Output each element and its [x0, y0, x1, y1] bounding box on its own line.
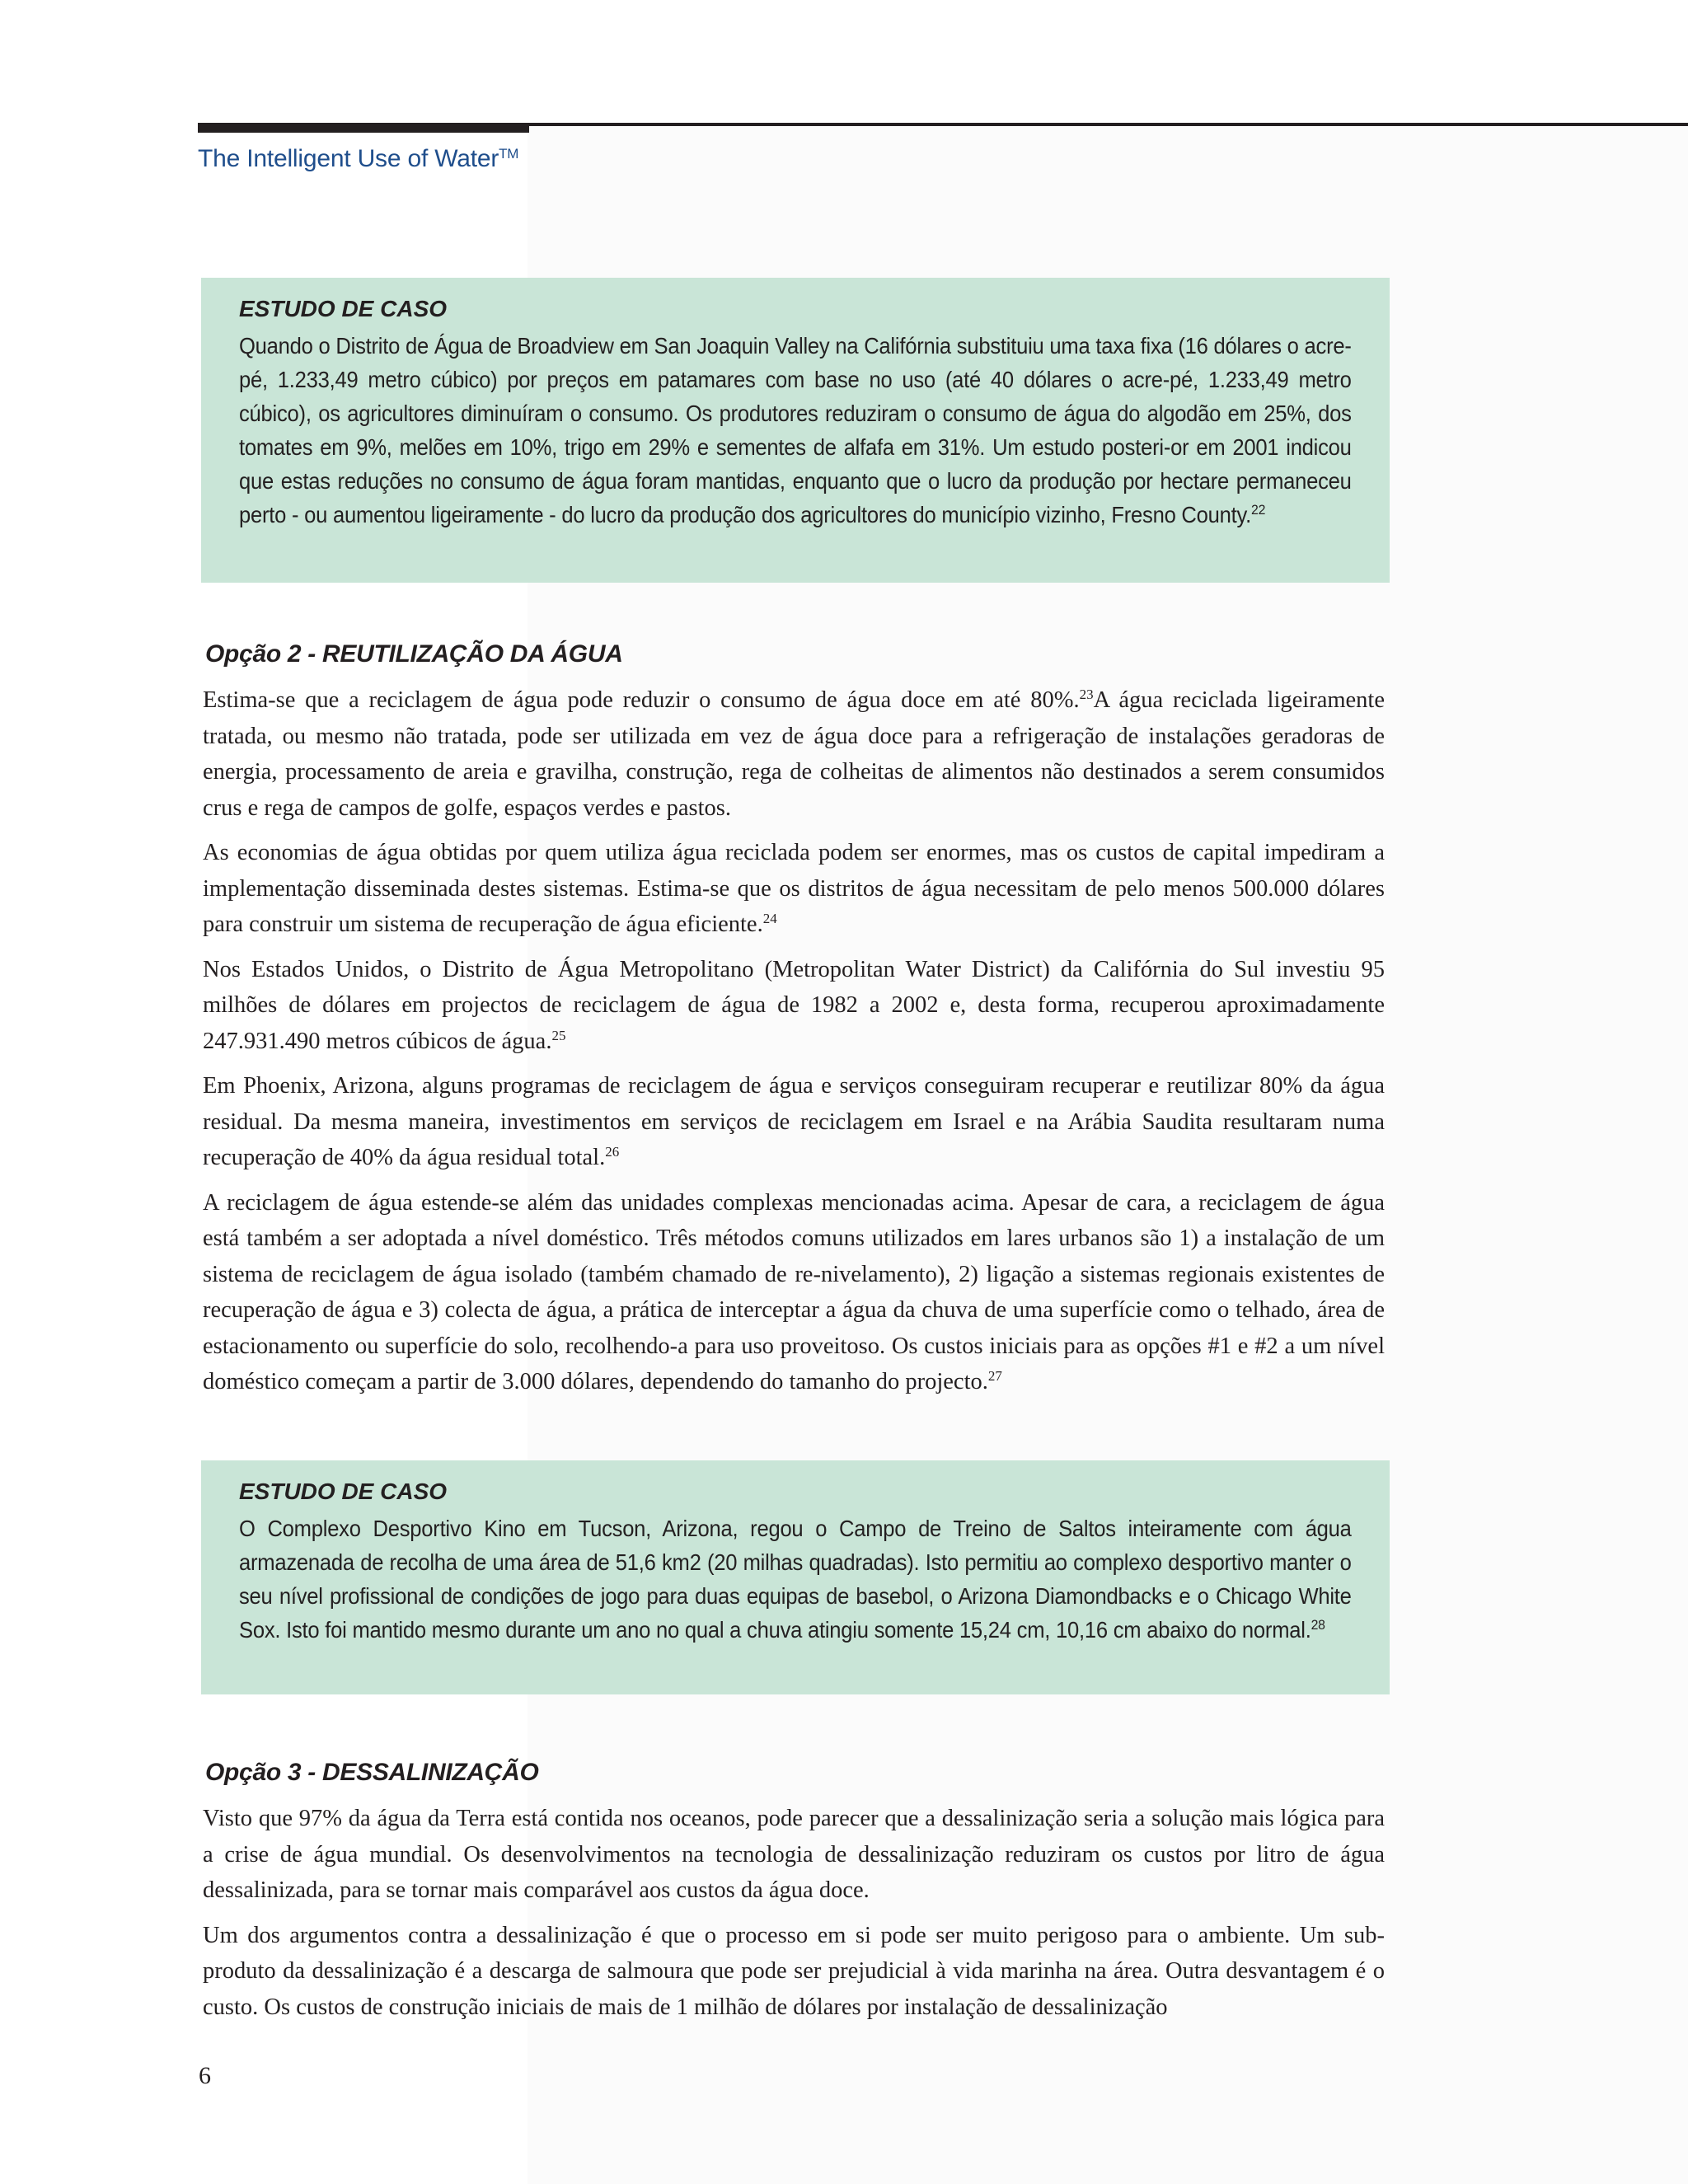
footnote-ref: 26: [605, 1144, 620, 1160]
footnote-ref: 25: [551, 1027, 566, 1043]
paragraph-text: A reciclagem de água estende-se além das unidades complexas mencionadas acima. Apesar de cara, a reciclagem de água está também a ser adoptada a nível doméstico. Três métodos comuns utilizados em lares urbanos são 1) a instalação de um sistema de reciclagem de água isolado (também chamado de re-nivelamento), 2) ligação a sistemas regionais existentes de recuperação de água e 3) colecta de água, a prática de interceptar a água da chuva de uma superfície como o telhado, área de estacionamento ou superfície do solo, recolhendo-a para uso proveitoso. Os custos iniciais para as opções #1 e #2 a um nível doméstico começam a partir de 3.000 dólares, dependendo do tamanho do projecto.: [203, 1189, 1385, 1394]
case-study-title: ESTUDO DE CASO: [239, 1479, 448, 1504]
paragraph: [203, 682, 1385, 826]
case-study-box: [201, 278, 1390, 583]
footnote-ref: 22: [1251, 502, 1266, 518]
paragraph-text: Em Phoenix, Arizona, alguns programas de reciclagem de água e serviços conseguiram recuperar e reutilizar 80% da água residual. Da mesma maneira, investimentos em serviços de reciclagem em Israel e na Arábia Saudita resultaram numa recuperação de 40% da água residual total.: [203, 1073, 1385, 1170]
running-header: [198, 145, 518, 173]
paragraph-text: A água reciclada ligeiramente tratada, ou mesmo não tratada, pode ser utilizada em vez de água doce para a refrigeração de instalações geradoras de energia, processamento de areia e gravilha, construção, rega de colheitas de alimentos não destinados a serem consumidos crus e rega de campos de golfe, espaços verdes e pastos.: [203, 687, 1385, 821]
footnote-ref: 28: [1311, 1617, 1325, 1633]
paragraph-text: Nos Estados Unidos, o Distrito de Água Metropolitano (Metropolitan Water District) da Califórnia do Sul investiu 95 milhões de dólares em projectos de reciclagem de água de 1982 a 2002 e, desta forma, recuperou aproximadamente 247.931.490 metros cúbicos de água.: [203, 956, 1385, 1054]
case-study-text: [239, 329, 1352, 532]
paragraph: [203, 952, 1385, 1060]
case-study-box: [201, 1460, 1390, 1694]
footnote-ref: 23: [1079, 687, 1094, 702]
section-heading-opcao-2: Opção 2 - REUTILIZAÇÃO DA ÁGUA: [205, 640, 623, 668]
paragraph: [203, 1185, 1385, 1400]
section-heading-opcao-3: Opção 3 - DESSALINIZAÇÃO: [205, 1759, 539, 1786]
footnote-ref: 24: [762, 911, 777, 926]
section-body-opcao-3: [203, 1801, 1385, 2034]
footnote-ref: 27: [987, 1368, 1002, 1384]
header-rule-accent: [198, 123, 529, 133]
paragraph: Um dos argumentos contra a dessalinização é que o processo em si pode ser muito perigoso para o ambiente. Um sub-produto da dessalinização é a descarga de salmoura que pode ser prejudicial à vida marinha na área. Outra desvantagem é o custo. Os custos de construção iniciais de mais de 1 milhão de dólares por instalação de dessalinização: [203, 1922, 1385, 2020]
paragraph: [203, 1068, 1385, 1176]
section-body-opcao-2: [203, 682, 1385, 1409]
case-study-body: O Complexo Desportivo Kino em Tucson, Arizona, regou o Campo de Treino de Saltos inteiramente com água armazenada de recolha de uma área de 51,6 km2 (20 milhas quadradas). Isto permitiu ao complexo desportivo manter o seu nível profissional de condições de jogo para duas equipas de basebol, o Arizona Diamondbacks e o Chicago White Sox. Isto foi mantido mesmo durante um ano no qual a chuva atingiu somente 15,24 cm, 10,16 cm abaixo do normal.: [239, 1516, 1352, 1643]
paragraph-text: Estima-se que a reciclagem de água pode reduzir o consumo de água doce em até 80%.: [203, 687, 1080, 713]
paragraph: [203, 835, 1385, 943]
running-header-title: The Intelligent Use of Water: [198, 145, 499, 172]
case-study-text: [239, 1511, 1352, 1647]
paragraph-text: As economias de água obtidas por quem utiliza água reciclada podem ser enormes, mas os custos de capital impediram a implementação disseminada destes sistemas. Estima-se que os distritos de água necessitam de pelo menos 500.000 dólares para construir um sistema de recuperação de água eficiente.: [203, 840, 1385, 937]
case-study-title: ESTUDO DE CASO: [239, 296, 448, 321]
case-study-body: Quando o Distrito de Água de Broadview em San Joaquin Valley na Califórnia substituiu uma taxa fixa (16 dólares o acre-pé, 1.233,49 metro cúbico) por preços em patamares com base no uso (até 40 dólares o acre-pé, 1.233,49 metro cúbico), os agricultores diminuíram o consumo. Os produtores reduziram o consumo de água do algodão em 25%, dos tomates em 9%, melões em 10%, trigo em 29% e sementes de alfafa em 31%. Um estudo posteri-or em 2001 indicou que estas reduções no consumo de água foram mantidas, enquanto que o lucro da produção por hectare permaneceu perto - ou aumentou ligeiramente - do lucro da produção dos agricultores do município vizinho, Fresno County.: [239, 333, 1352, 527]
page-number: 6: [199, 2062, 211, 2089]
trademark-symbol: TM: [499, 146, 519, 162]
paragraph: Visto que 97% da água da Terra está contida nos oceanos, pode parecer que a dessalinização seria a solução mais lógica para a crise de água mundial. Os desenvolvimentos na tecnologia de dessalinização reduziram os custos por litro de água dessalinizada, para se tornar mais comparável aos custos da água doce.: [203, 1806, 1385, 1903]
